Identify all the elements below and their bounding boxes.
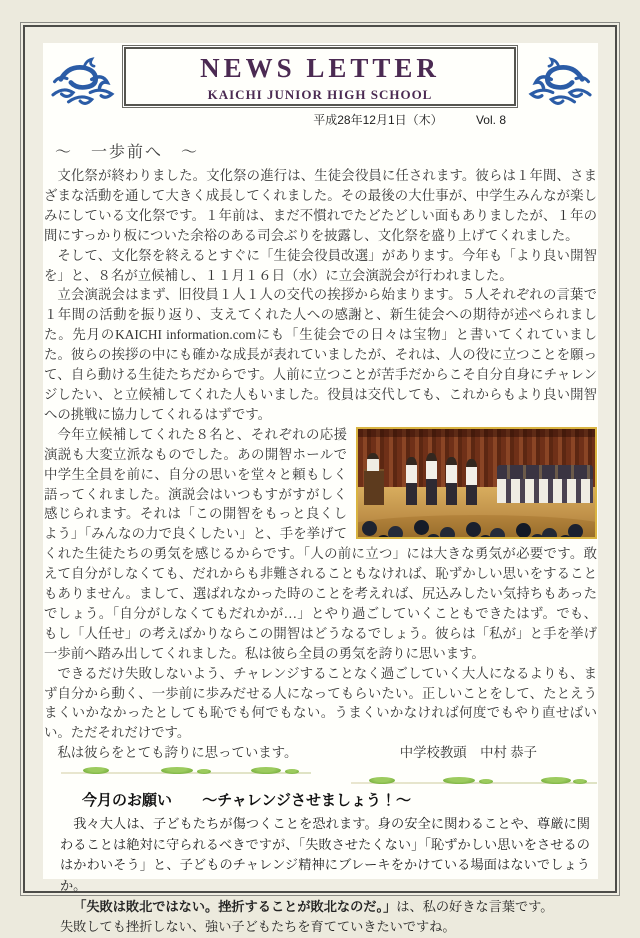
paragraph: 文化祭が終わりました。文化祭の進行は、生徒会役員に任されます。彼らは１年間、さまざまな活動を通して大きく成長してくれました。その最後の大仕事が、中学生みんなが楽しみにしている文化祭です。１年前は、まだ不慣れでたどたどしい面もありましたが、１年の間にすっかり板についた余裕のある司会ぶりを披露し、文化祭を盛り上げてくれました。 (44, 168, 597, 243)
request-paragraph: 我々大人は、子どもたちが傷つくことを恐れます。身の安全に関わることや、尊厳に関わることは絶対に守られるべきですが、「失敗させたくない」「恥ずかしい思いをさせるのはかわいそう」と、子どものチャレンジ精神にブレーキをかけている場面はないでしょうか。 (60, 816, 590, 893)
signature: 中学校教頭 中村 恭子 (399, 745, 537, 761)
paragraph: 立会演説会はまず、旧役員１人１人の交代の挨拶から始まります。５人それぞれの言葉で１年間の活動を振り返り、支えてくれた人への感謝と、新生徒会への期待が述べられました。先月のKAICHI information.comにも「生徒会での日々は宝物」と書いてくれていました。彼らの挨拶の中にも確かな成長が表れていましたが、それは、人の役に立つことを願って、自ら動ける生徒たちだからです。人前に立つことが苦手だからこそ自分自身にチャレンジしたい、と立候補してくれた人もいました。役員は交代しても、これからもより良い開智への挑戦に協力してくれるはずです。 (44, 287, 597, 422)
closing-sentence: 私は彼らをとても誇りに思っています。 (57, 745, 298, 761)
speaker-figure (367, 453, 379, 471)
request-body (43, 814, 598, 938)
grass-tuft-icon (197, 769, 211, 774)
grass-tuft-icon (479, 779, 493, 784)
newsletter-title: NEWS LETTER (200, 53, 440, 83)
grass-tuft-icon (369, 777, 395, 784)
divider-line (61, 772, 311, 774)
divider-line (351, 782, 597, 784)
paragraph: そして、文化祭を終えるとすぐに「生徒会役員改選」があります。今年も「より良い開智を」と、８名が立候補し、１１月１６日（水）に立会演説会が行われました。 (44, 247, 597, 283)
request-title-main: 今月のお願い (82, 792, 173, 810)
paragraph: 今年立候補してくれた８名と、それぞれの応援演説も大変立派なものでした。あの開智ホールで中学生全員を前に、自分の思いを堂々と頼もしく語ってくれました。演説会はいつもすがすがしく感じられます。それは「この開智をもっと良くしよう」「みんなの力で良くしたい」と、手を挙げてくれた生徒たちの勇気を感じるからです。「人の前に立つ」には大きな勇気が必要です。敢えて自分がしなくても、だれからも非難されることもなければ、恥ずかしい思いをすることもありません。まして、選ばれなかった時のことを考えれば、尻込みしたい気持ちもあったでしょう。「自分がしなくてもだれかが…」とやり過ごしていくこともできたはず。でも、もし「人任せ」の考えばかりならこの開智はどうなるでしょう。彼らは「私が」と手を挙げ一歩前へ踏み出してくれました。私は彼ら全員の勇気を誇りに思います。 (44, 426, 597, 661)
masthead-box (122, 45, 518, 108)
request-quote-line (60, 897, 590, 918)
issue-date: 平成28年12月1日（木） (313, 113, 443, 127)
closing-row (44, 743, 597, 763)
grass-tuft-icon (251, 767, 281, 774)
assembly-photo (356, 427, 597, 539)
request-section (43, 789, 598, 938)
volume-number: Vol. 8 (475, 113, 506, 127)
masthead (43, 43, 598, 131)
table-banners (497, 479, 593, 503)
grass-divider (43, 767, 598, 787)
request-quote-bold: 「失敗は敗北ではない。挫折することが敗北なのだ。」 (73, 898, 397, 914)
article-headline: ～ 一歩前へ ～ (55, 144, 200, 161)
podium (364, 469, 384, 505)
dateline (313, 111, 506, 128)
audience-heads (358, 511, 595, 539)
school-name: KAICHI JUNIOR HIGH SCHOOL (207, 87, 433, 102)
bird-flourish-icon (520, 53, 598, 115)
grass-tuft-icon (443, 777, 475, 784)
request-title-sub: ～チャレンジさせましょう！～ (202, 792, 411, 810)
grass-tuft-icon (573, 779, 587, 784)
paper-sheet (43, 43, 598, 935)
request-title (82, 789, 598, 810)
grass-tuft-icon (161, 767, 193, 774)
grass-tuft-icon (83, 767, 109, 774)
request-quote-rest: は、私の好きな言葉です。 (396, 898, 554, 914)
paragraph: できるだけ失敗しないよう、チャレンジすることなく過ごしていく大人になるよりも、まず自分から動く、一歩前に歩みだせる人になってもらいたい。正しいことをして、たとえうまくいかなかったとしても恥でも何でもない。うまくいかなければ何度でもやり直せばいい。ただそれだけです。 (44, 665, 597, 741)
bird-flourish-icon (45, 53, 123, 115)
grass-tuft-icon (541, 777, 571, 784)
article-body (43, 166, 598, 763)
request-paragraph: 失敗しても挫折しない、強い子どもたちを育てていきたいですね。 (60, 919, 456, 935)
grass-tuft-icon (285, 769, 299, 774)
